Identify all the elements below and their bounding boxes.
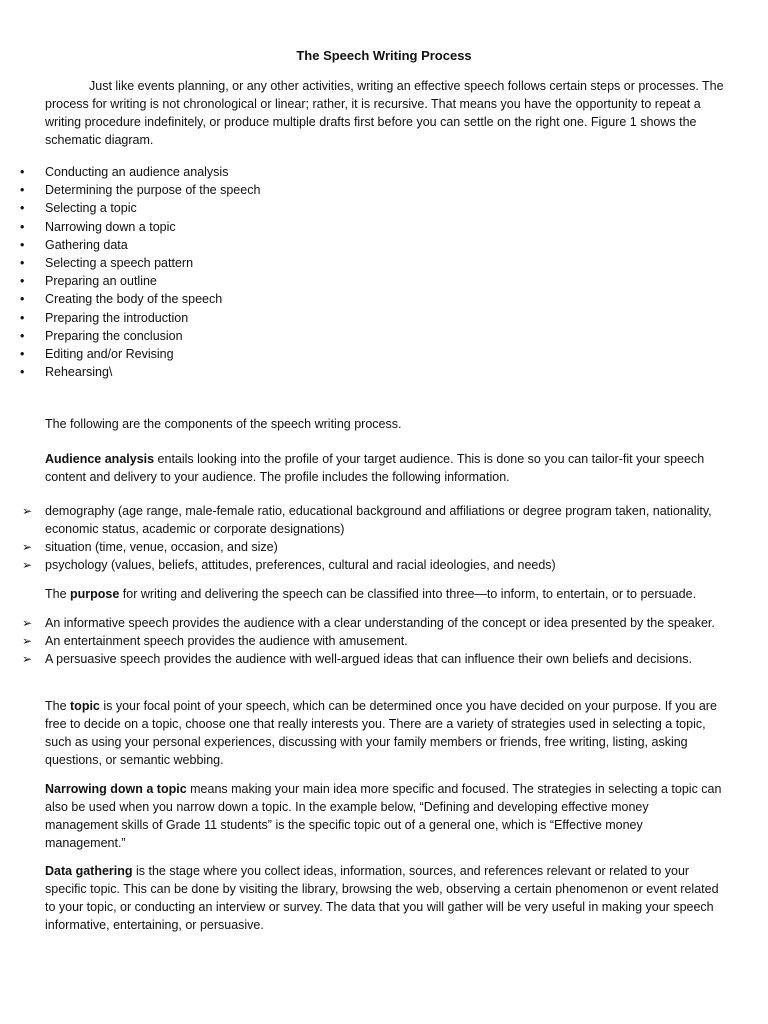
intro-paragraph: Just like events planning, or any other activities, writing an effective speech follows certain steps or processes. The process for writing is not chronological or linear; rather, it is recursive. That means you have the opportunity to repeat a writing procedure indefinitely, or produce multiple drafts first before you can settle on the right one. Figure 1 shows the schematic diagram. xyxy=(45,79,724,147)
list-item: • Preparing the introduction xyxy=(20,310,189,325)
bullet-icon: • xyxy=(20,255,25,270)
purpose-paragraph: The purpose for writing and delivering the speech can be classified into three—to inform, to entertain, or to persuade. xyxy=(45,587,697,601)
bullet-icon: • xyxy=(20,346,25,361)
list-item: ➢ psychology (values, beliefs, attitudes, preferences, cultural and racial ideologies, and needs) xyxy=(22,558,556,572)
list-item: • Conducting an audience analysis xyxy=(20,165,229,179)
audience-paragraph: Audience analysis entails looking into the profile of your target audience. This is done so you can tailor-fit your speech content and delivery to your audience. The profile includes the following information. xyxy=(45,452,705,484)
bullet-icon: • xyxy=(20,183,25,198)
bullet-icon: • xyxy=(20,310,25,325)
topic-paragraph: The topic is your focal point of your speech, which can be determined once you have decided on your purpose. If you are free to decide on a topic, choose one that really interests you. There are a variety of strategies used in selecting a topic, such as using your personal experiences, discussing with your family members or friends, free writing, listing, asking questions, or semantic webbing. xyxy=(45,699,717,767)
list-item: • Rehearsing\ xyxy=(20,365,113,380)
arrow-bullet-icon: ➢ xyxy=(22,558,33,572)
list-item: • Preparing an outline xyxy=(20,274,157,289)
bullet-icon: • xyxy=(20,219,25,234)
list-item: ➢ situation (time, venue, occasion, and size) xyxy=(22,540,278,554)
list-item: ➢ An informative speech provides the audience with a clear understanding of the concept or idea presented by the speaker. xyxy=(22,616,715,630)
data-gathering-term: Data gathering xyxy=(45,864,133,878)
list-item: ➢ An entertainment speech provides the audience with amusement. xyxy=(22,634,408,648)
purpose-list xyxy=(22,614,725,668)
list-item: ➢ A persuasive speech provides the audience with well-argued ideas that can influence their own beliefs and decisions. xyxy=(22,652,692,666)
list-item: • Preparing the conclusion xyxy=(20,328,183,343)
list-item: • Selecting a speech pattern xyxy=(20,255,194,270)
list-item: • Editing and/or Revising xyxy=(20,346,174,361)
steps-list xyxy=(20,163,725,381)
narrowing-paragraph: Narrowing down a topic means making your main idea more specific and focused. The strategies in selecting a topic can also be used when you narrow down a topic. In the example below, “Defining and developing effective money management skills of Grade 11 students” is the specific topic out of a general one, which is “Effective money management.” xyxy=(45,782,722,850)
list-item: • Narrowing down a topic xyxy=(20,219,176,234)
audience-term: Audience analysis xyxy=(45,452,155,466)
arrow-bullet-icon: ➢ xyxy=(22,634,33,648)
components-intro: The following are the components of the speech writing process. xyxy=(45,417,402,431)
bullet-icon: • xyxy=(20,237,25,252)
arrow-bullet-icon: ➢ xyxy=(22,616,33,630)
audience-list xyxy=(22,502,725,574)
list-item: • Creating the body of the speech xyxy=(20,292,223,307)
bullet-icon: • xyxy=(20,365,25,380)
data-gathering-paragraph: Data gathering is the stage where you collect ideas, information, sources, and references relevant or related to your specific topic. This can be done by visiting the library, browsing the web, observing a certain phenomenon or event related to your topic, or conducting an interview or survey. The data that you will gather will be very useful in making your speech informative, entertaining, or persuasive. xyxy=(45,864,719,932)
list-item: • Gathering data xyxy=(20,237,128,252)
arrow-bullet-icon: ➢ xyxy=(22,652,33,666)
list-item: • Determining the purpose of the speech xyxy=(20,183,261,198)
arrow-bullet-icon: ➢ xyxy=(22,540,33,554)
bullet-icon: • xyxy=(20,165,25,179)
purpose-term: purpose xyxy=(70,587,120,601)
topic-term: topic xyxy=(70,699,100,713)
bullet-icon: • xyxy=(20,328,25,343)
narrowing-term: Narrowing down a topic xyxy=(45,782,187,796)
bullet-icon: • xyxy=(20,201,25,216)
arrow-bullet-icon: ➢ xyxy=(22,504,33,518)
bullet-icon: • xyxy=(20,274,25,289)
list-item: • Selecting a topic xyxy=(20,201,137,216)
page-title: The Speech Writing Process xyxy=(296,48,472,63)
list-item: ➢ demography (age range, male-female ratio, educational background and affiliations or degree program taken, nationality, economic status, academic or corporate designations) xyxy=(22,504,712,536)
bullet-icon: • xyxy=(20,292,25,307)
